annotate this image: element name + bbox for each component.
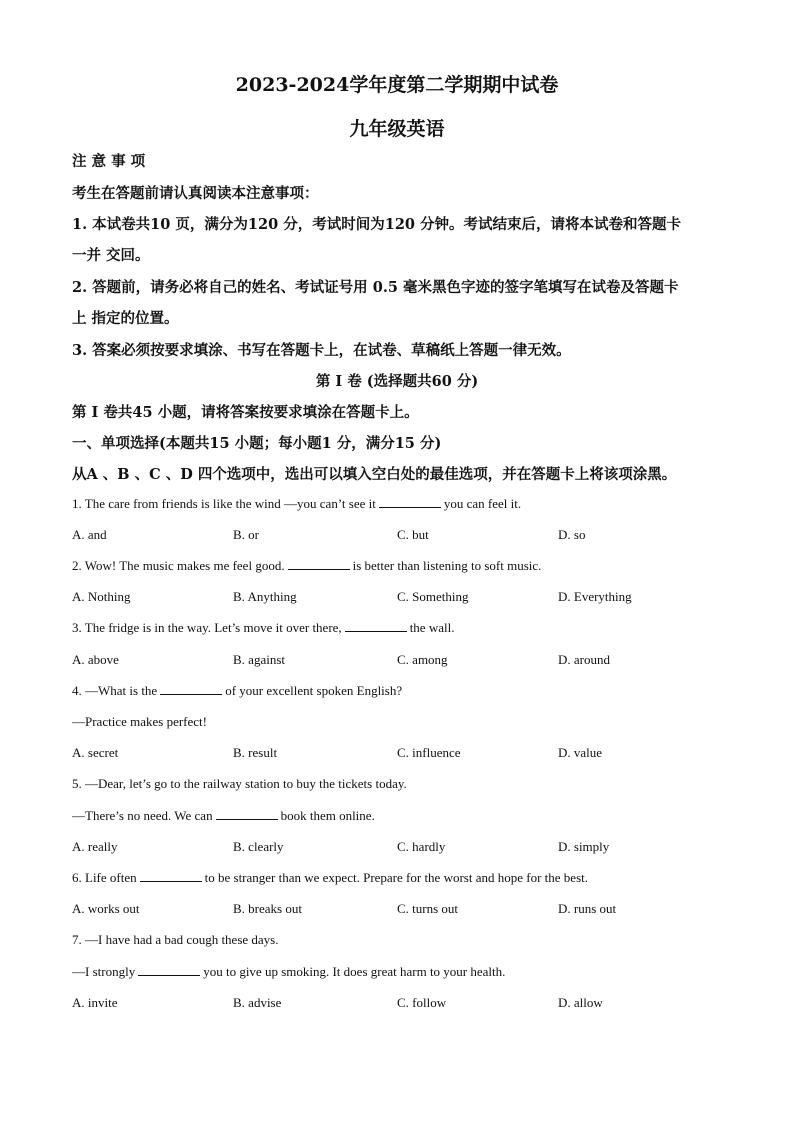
option-c: C. among — [397, 652, 448, 667]
question-reply: —There’s no need. We can book them online. — [72, 808, 375, 823]
option-row — [72, 901, 712, 919]
option-row — [72, 839, 712, 857]
option-c: C. follow — [397, 995, 447, 1010]
option-row — [72, 995, 712, 1013]
section-instruction: 从A 、B 、C 、D 四个选项中，选出可以填入空白处的最佳选项，并在答题卡上将该项涂黑。 — [72, 466, 677, 483]
question-stem: 1. The care from friends is like the wind —you can’t see it you can feel it. — [72, 496, 522, 511]
option-c: C. but — [397, 527, 429, 542]
option-d: D. allow — [558, 995, 603, 1010]
question-reply: —I strongly you to give up smoking. It does great harm to your health. — [72, 964, 506, 979]
option-b: B. against — [233, 652, 285, 667]
option-b: B. breaks out — [233, 901, 302, 916]
option-c: C. hardly — [397, 839, 446, 854]
answer-blank — [379, 506, 441, 508]
option-d: D. runs out — [558, 901, 617, 916]
notice-heading: 注 意 事 项 — [72, 153, 146, 170]
notice-item: 3. 答案必须按要求填涂、书写在答题卡上，在试卷、草稿纸上答题一律无效。 — [72, 342, 571, 359]
option-a: A. really — [72, 839, 118, 854]
section-title: 一、单项选择(本题共15 小题；每小题1 分，满分15 分) — [72, 435, 442, 452]
option-d: D. around — [558, 652, 610, 667]
option-a: A. Nothing — [72, 589, 131, 604]
question-reply: —Practice makes perfect! — [72, 714, 207, 729]
option-c: C. turns out — [397, 901, 459, 916]
option-d: D. so — [558, 527, 586, 542]
answer-blank — [288, 568, 350, 570]
option-c: C. influence — [397, 745, 461, 760]
option-b: B. advise — [233, 995, 282, 1010]
notice-item: 一并 交回。 — [72, 247, 150, 264]
question-stem: 2. Wow! The music makes me feel good. is better than listening to soft music. — [72, 558, 542, 573]
option-a: A. and — [72, 527, 107, 542]
option-a: A. works out — [72, 901, 140, 916]
option-d: D. simply — [558, 839, 610, 854]
option-b: B. Anything — [233, 589, 297, 604]
option-b: B. result — [233, 745, 278, 760]
option-a: A. invite — [72, 995, 118, 1010]
option-a: A. secret — [72, 745, 119, 760]
question-stem: 3. The fridge is in the way. Let’s move it over there, the wall. — [72, 620, 455, 635]
option-row — [72, 589, 712, 607]
option-a: A. above — [72, 652, 119, 667]
option-d: D. value — [558, 745, 603, 760]
question-stem: 4. —What is the of your excellent spoken English? — [72, 683, 403, 698]
part1-instruction: 第 I 卷共45 小题，请将答案按要求填涂在答题卡上。 — [72, 404, 419, 421]
exam-title: 2023-2024学年度第二学期期中试卷 — [235, 74, 559, 96]
answer-blank — [160, 693, 222, 695]
exam-subtitle: 九年级英语 — [349, 118, 445, 140]
answer-blank — [138, 974, 200, 976]
option-c: C. Something — [397, 589, 469, 604]
answer-blank — [216, 818, 278, 820]
option-row — [72, 652, 712, 670]
question-stem: 7. —I have had a bad cough these days. — [72, 932, 279, 947]
option-row — [72, 527, 712, 545]
part1-heading: 第 I 卷 (选择题共60 分) — [315, 373, 479, 390]
question-stem: 6. Life often to be stranger than we expect. Prepare for the worst and hope for the best. — [72, 870, 588, 885]
notice-item: 2. 答题前，请务必将自己的姓名、考试证号用 0.5 毫米黑色字迹的签字笔填写在试卷及答题卡 — [72, 279, 679, 296]
answer-blank — [345, 630, 407, 632]
answer-blank — [140, 880, 202, 882]
notice-intro: 考生在答题前请认真阅读本注意事项： — [72, 185, 319, 202]
notice-item: 上 指定的位置。 — [72, 310, 179, 327]
notice-item: 1. 本试卷共10 页，满分为120 分，考试时间为120 分钟。考试结束后，请将本试卷和答题卡 — [72, 216, 682, 233]
option-row — [72, 745, 712, 763]
question-stem: 5. —Dear, let’s go to the railway station to buy the tickets today. — [72, 776, 407, 791]
option-d: D. Everything — [558, 589, 632, 604]
option-b: B. or — [233, 527, 259, 542]
option-b: B. clearly — [233, 839, 284, 854]
